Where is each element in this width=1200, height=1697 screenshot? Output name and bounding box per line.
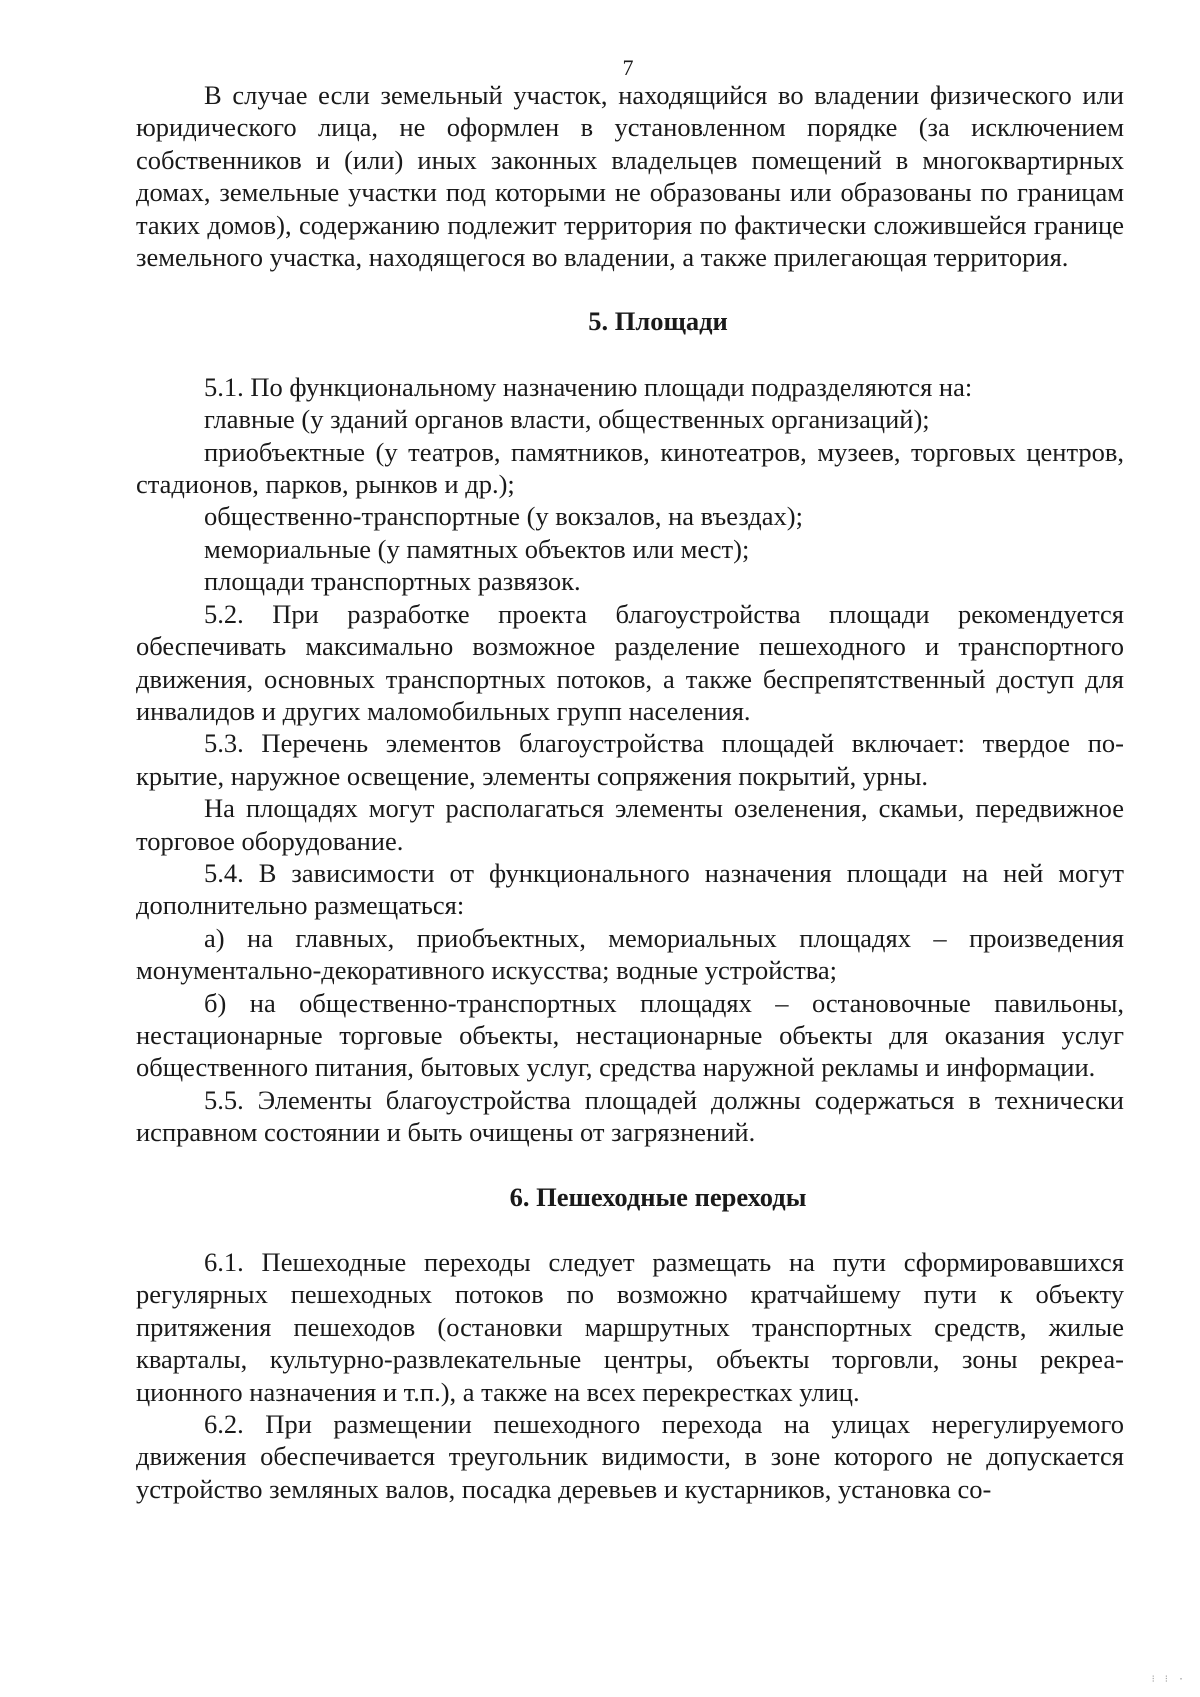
list-item-object-squares: приобъектные (у театров, памятников, кинотеатров, музеев, торговых центров, стадионов, парков, рынков и др.); (136, 436, 1124, 500)
paragraph-6-2: 6.2. При размещении пешеходного перехода на улицах нерегулируемого движения обеспечивается треугольник видимости, в зоне которого не допускается устройство земляных валов, посадка деревьев и кустарников, установка со- (136, 1409, 1124, 1504)
paragraph-5-5: 5.5. Элементы благоустройства площадей должны содержаться в технически исправном состоянии и быть очищены от загрязнений. (136, 1084, 1124, 1148)
paragraph-5-4-b: б) на общественно-транспортных площадях – остановочные павильоны, нестационарные торговые объекты, нестационарные объекты для оказания услуг общественного питания, бытовых услуг, средства наружной рекламы и информации. (136, 987, 1124, 1083)
paragraph-6-1: 6.1. Пешеходные переходы следует размещать на пути сформировавшихся регулярных пешеходных потоков по возможно кратчайшему пути к объекту притяжения пешеходов (остановки маршрутных транспортных средств, жилые кварталы, культурно-развлекательные центры, объекты торговли, зоны рекреационного назначения и т.п.), а также на всех перекрестках улиц. (136, 1247, 1124, 1407)
paragraph-5-2: 5.2. При разработке проекта благоустройства площади рекомендуется обеспечивать максимально возможное разделение пешеходного и транспортного движения, основных транспортных потоков, а также беспрепятственный доступ для инвалидов и других маломобильных групп населения. (136, 598, 1124, 726)
page-number: 7 (622, 55, 634, 80)
intro-paragraph: В случае если земельный участок, находящийся во владении физического или юридического лица, не оформлен в установленном порядке (за исключением собственников и (или) иных законных владельцев помещений в многоквартирных домах, земельные участки под которыми не образованы или образованы по границам таких домов), содержанию подлежит территория по фактически сложившейся границе земельного участка, находящегося во владении, а также прилегающая территория. (136, 80, 1124, 273)
section-6-heading: 6. Пешеходные переходы (509, 1181, 807, 1212)
list-item-interchange-squares: площади транспортных развязок. (204, 566, 581, 597)
paragraph-5-4-a: а) на главных, приобъектных, мемориальных площадях – произведения монументально-декоративного искусства; водные устройства; (136, 922, 1124, 986)
paragraph-5-3: 5.3. Перечень элементов благоустройства площадей включает: твердое покрытие, наружное освещение, элементы сопряжения покрытий, урны. (136, 728, 1124, 791)
paragraph-5-3-extra: На площадях могут располагаться элементы озеленения, скамьи, передвижное торговое оборудование. (136, 793, 1124, 856)
list-item-memorial-squares: мемориальные (у памятных объектов или мест); (204, 533, 750, 564)
paragraph-5-1: 5.1. По функциональному назначению площади подразделяются на: (204, 371, 973, 402)
scan-artifact-mark: ⁝ ⁝ · (1151, 1674, 1186, 1685)
list-item-main-squares: главные (у зданий органов власти, общественных организаций); (204, 404, 930, 435)
section-5-heading: 5. Площади (588, 306, 728, 337)
list-item-transport-squares: общественно-транспортные (у вокзалов, на въездах); (204, 501, 803, 532)
document-body (136, 79, 1124, 1505)
paragraph-5-4: 5.4. В зависимости от функционального назначения площади на ней могут дополнительно размещаться: (136, 857, 1124, 921)
